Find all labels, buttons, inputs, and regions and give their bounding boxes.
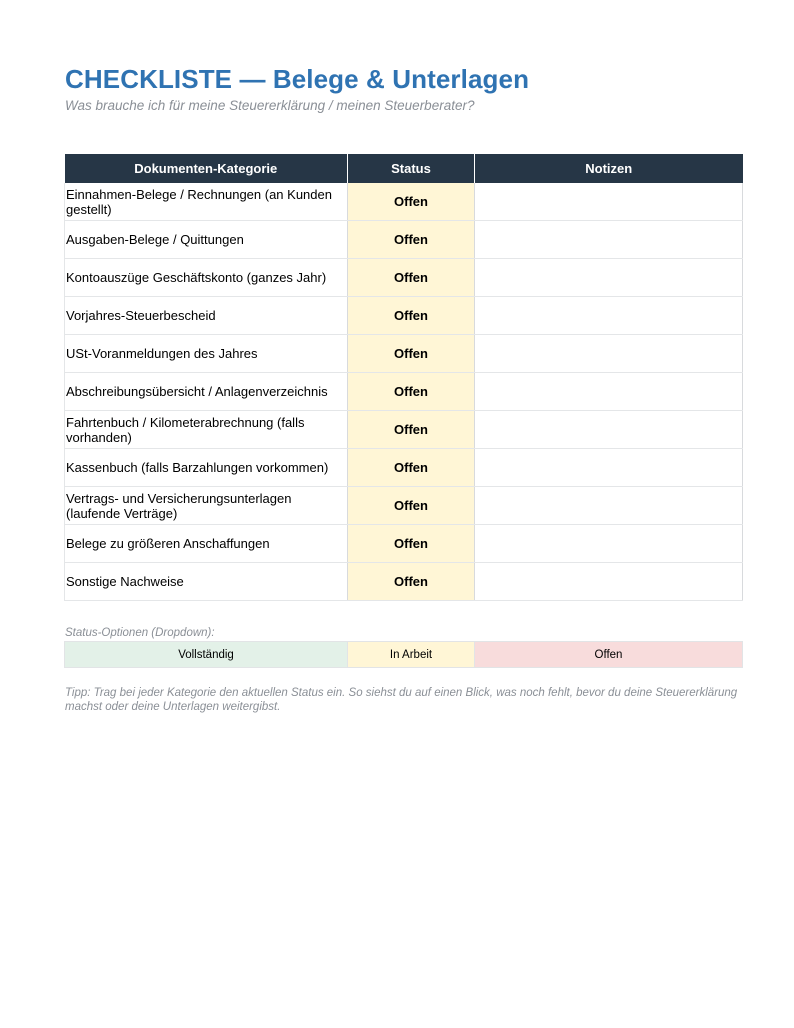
status-dropdown[interactable]: Offen bbox=[348, 563, 475, 601]
status-dropdown[interactable]: Offen bbox=[348, 335, 475, 373]
category-cell: Sonstige Nachweise bbox=[65, 563, 348, 601]
status-option-open: Offen bbox=[475, 642, 743, 668]
tip-text: Tipp: Trag bei jeder Kategorie den aktuellen Status ein. So siehst du auf einen Blick, was noch fehlt, bevor du deine Steuererklärung machst oder deine Unterlagen weitergibst. bbox=[65, 687, 738, 713]
category-cell: Kassenbuch (falls Barzahlungen vorkommen) bbox=[65, 449, 348, 487]
notes-cell[interactable] bbox=[475, 297, 743, 335]
status-option-complete: Vollständig bbox=[65, 642, 348, 668]
category-cell: Ausgaben-Belege / Quittungen bbox=[65, 221, 348, 259]
column-header-status: Status bbox=[348, 154, 475, 183]
status-option-in-progress: In Arbeit bbox=[348, 642, 475, 668]
notes-cell[interactable] bbox=[475, 411, 743, 449]
category-cell: Einnahmen-Belege / Rechnungen (an Kunden gestellt) bbox=[65, 183, 348, 221]
category-cell: USt-Voranmeldungen des Jahres bbox=[65, 335, 348, 373]
notes-cell[interactable] bbox=[475, 373, 743, 411]
table-row bbox=[65, 221, 743, 259]
status-dropdown[interactable]: Offen bbox=[348, 259, 475, 297]
table-header-row bbox=[65, 154, 743, 183]
notes-cell[interactable] bbox=[475, 221, 743, 259]
column-header-notes: Notizen bbox=[475, 154, 743, 183]
table-row bbox=[65, 563, 743, 601]
status-dropdown[interactable]: Offen bbox=[348, 373, 475, 411]
table-row bbox=[65, 449, 743, 487]
table-row bbox=[65, 335, 743, 373]
notes-cell[interactable] bbox=[475, 259, 743, 297]
status-dropdown[interactable]: Offen bbox=[348, 183, 475, 221]
notes-cell[interactable] bbox=[475, 183, 743, 221]
notes-cell[interactable] bbox=[475, 525, 743, 563]
table-row bbox=[65, 297, 743, 335]
status-dropdown[interactable]: Offen bbox=[348, 487, 475, 525]
table-row bbox=[65, 411, 743, 449]
status-dropdown[interactable]: Offen bbox=[348, 221, 475, 259]
category-cell: Vertrags- und Versicherungsunterlagen (laufende Verträge) bbox=[65, 487, 348, 525]
category-cell: Abschreibungsübersicht / Anlagenverzeichnis bbox=[65, 373, 348, 411]
table-row bbox=[65, 183, 743, 221]
table-row bbox=[65, 259, 743, 297]
category-cell: Fahrtenbuch / Kilometerabrechnung (falls vorhanden) bbox=[65, 411, 348, 449]
checklist-table bbox=[64, 154, 743, 601]
table-row bbox=[65, 373, 743, 411]
category-cell: Belege zu größeren Anschaffungen bbox=[65, 525, 348, 563]
page-subtitle: Was brauche ich für meine Steuererklärung / meinen Steuerberater? bbox=[65, 98, 475, 113]
notes-cell[interactable] bbox=[475, 487, 743, 525]
status-dropdown[interactable]: Offen bbox=[348, 449, 475, 487]
table-row bbox=[65, 487, 743, 525]
status-options-legend bbox=[64, 641, 743, 668]
category-cell: Vorjahres-Steuerbescheid bbox=[65, 297, 348, 335]
column-header-category: Dokumenten-Kategorie bbox=[65, 154, 348, 183]
notes-cell[interactable] bbox=[475, 335, 743, 373]
category-cell: Kontoauszüge Geschäftskonto (ganzes Jahr) bbox=[65, 259, 348, 297]
status-options-label: Status-Optionen (Dropdown): bbox=[65, 627, 215, 639]
notes-cell[interactable] bbox=[475, 563, 743, 601]
status-dropdown[interactable]: Offen bbox=[348, 297, 475, 335]
status-dropdown[interactable]: Offen bbox=[348, 525, 475, 563]
table-row bbox=[65, 525, 743, 563]
page-title: CHECKLISTE — Belege & Unterlagen bbox=[65, 64, 530, 94]
status-dropdown[interactable]: Offen bbox=[348, 411, 475, 449]
notes-cell[interactable] bbox=[475, 449, 743, 487]
